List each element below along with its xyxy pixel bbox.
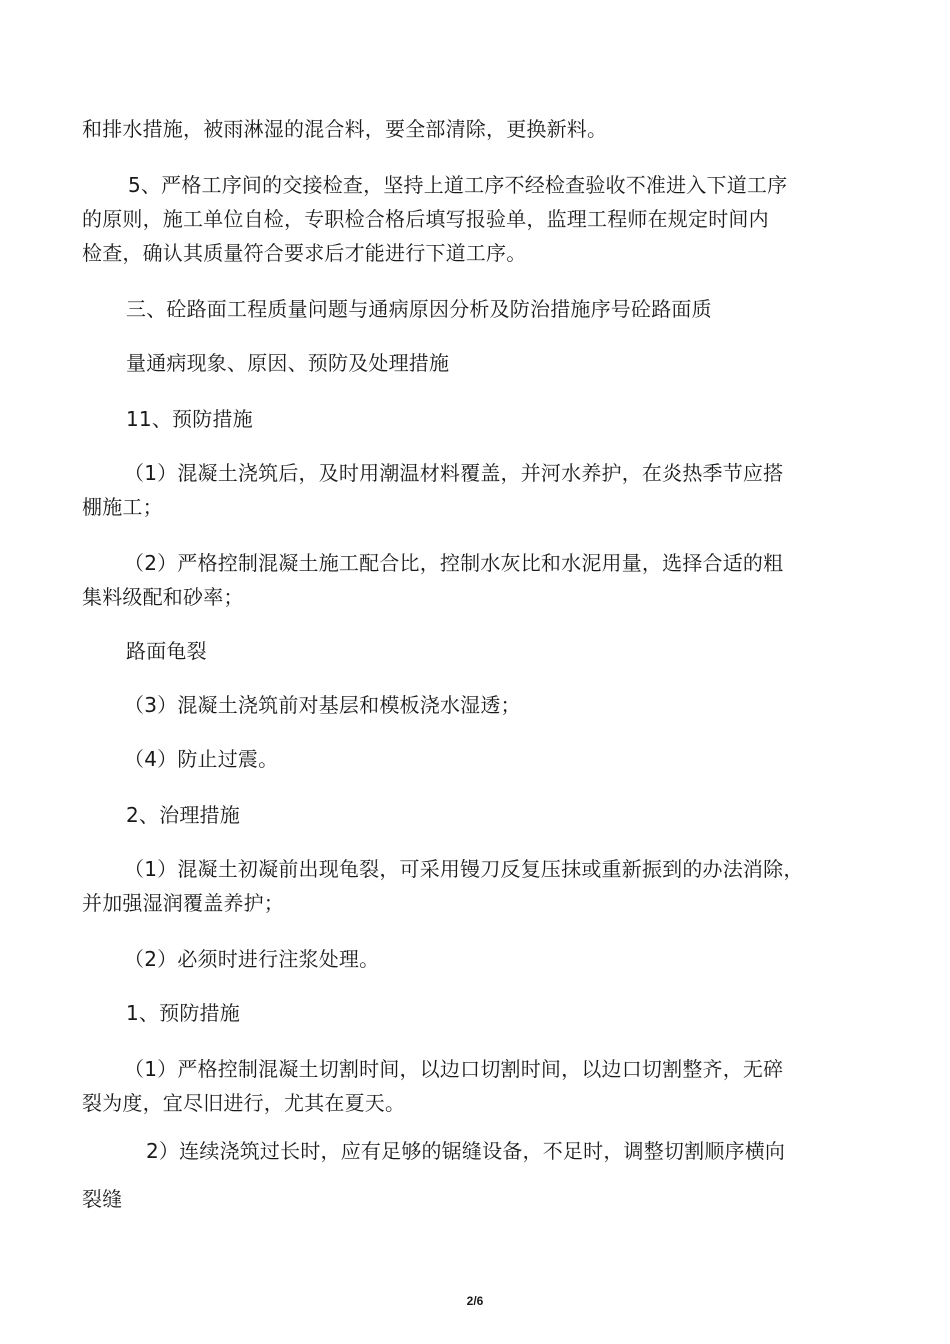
section-heading: 量通病现象、原因、预防及处理措施 <box>126 351 450 375</box>
paragraph-line: 裂缝 <box>82 1187 123 1211</box>
paragraph-line: 检查，确认其质量符合要求后才能进行下道工序。 <box>82 241 527 265</box>
section-heading: 三、砼路面工程质量问题与通病原因分析及防治措施序号砼路面质 <box>126 297 712 321</box>
paragraph-line: 棚施工； <box>82 495 163 519</box>
page-number: 2/6 <box>466 1294 484 1308</box>
paragraph-line: （4）防止过震。 <box>124 747 279 771</box>
paragraph-line: 并加强湿润覆盖养护； <box>82 891 284 915</box>
paragraph-line: 集料级配和砂率； <box>82 585 244 609</box>
paragraph-line: 和排水措施，被雨淋湿的混合料，要全部清除，更换新料。 <box>82 117 608 141</box>
subheading: 路面龟裂 <box>126 639 207 663</box>
paragraph-line: （2）必须时进行注浆处理。 <box>124 947 380 971</box>
paragraph-line: 5、严格工序间的交接检查，坚持上道工序不经检查验收不准进入下道工序 <box>128 173 788 197</box>
subheading: 1、预防措施 <box>126 1001 240 1025</box>
paragraph-line: （2）严格控制混凝土施工配合比，控制水灰比和水泥用量，选择合适的粗 <box>124 551 784 575</box>
subheading: 11、预防措施 <box>126 407 253 431</box>
paragraph-line: （1）严格控制混凝土切割时间，以边口切割时间，以边口切割整齐，无碎 <box>124 1057 784 1081</box>
subheading: 2、治理措施 <box>126 803 240 827</box>
paragraph-line: 2）连续浇筑过长时，应有足够的锯缝设备，不足时，调整切割顺序横向 <box>146 1139 786 1163</box>
paragraph-line: （3）混凝土浇筑前对基层和模板浇水湿透； <box>124 693 521 717</box>
paragraph-line: 的原则，施工单位自检，专职检合格后填写报验单，监理工程师在规定时间内 <box>82 207 769 231</box>
paragraph-line: 裂为度，宜尽旧进行，尤其在夏天。 <box>82 1091 406 1115</box>
paragraph-line: （1）混凝土初凝前出现龟裂，可采用镘刀反复压抹或重新振到的办法消除， <box>124 857 804 881</box>
paragraph-line: （1）混凝土浇筑后，及时用潮温材料覆盖，并河水养护，在炎热季节应搭 <box>124 461 784 485</box>
